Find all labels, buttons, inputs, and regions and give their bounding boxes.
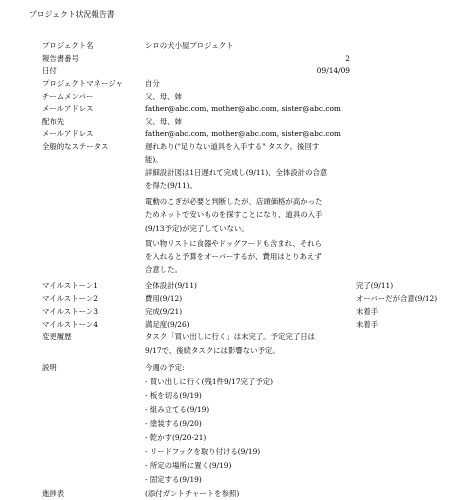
explanation-label: 説明 — [42, 363, 57, 372]
schedule-item: - 組み立てる(9/19) — [145, 405, 210, 414]
progress-value: (添付ガントチャートを参照) — [145, 489, 240, 498]
team-label: チームメンバー — [42, 92, 94, 101]
schedule-item: - 板を切る(9/19) — [145, 391, 202, 400]
progress-label: 進捗表 — [42, 489, 65, 498]
milestone-1-status: 完了(9/11) — [356, 281, 394, 290]
overall-status-line: ためネットで安いものを探すことになり、道具の入手 — [145, 210, 323, 219]
overall-status-label: 全般的なステータス — [42, 142, 109, 151]
date-value: 09/14/09 — [316, 66, 350, 75]
explanation-heading: 今週の予定: — [145, 363, 185, 372]
date-label: 日付 — [42, 66, 57, 75]
project-name-label: プロジェクト名 — [42, 41, 94, 50]
change-history-label: 変更履歴 — [42, 332, 72, 341]
milestone-2-label: マイルストーン2 — [42, 294, 98, 303]
report-no-label: 報告書番号 — [42, 54, 79, 63]
overall-status-line: 電動のこぎが必要と判断したが、店頭価格が高かった — [145, 197, 323, 206]
report-no-value: 2 — [345, 54, 350, 63]
distribution-label: 配布先 — [42, 117, 65, 126]
overall-status-line: (9/13予定)が完了していない。 — [145, 224, 249, 233]
email2-value: father@abc.com, mother@abc.com, sister@abc.com — [145, 129, 341, 138]
overall-status-line: 買い物リストに食器やドッグフードも含まれ、それら — [145, 239, 323, 248]
milestone-4-task: 満足度(9/26) — [145, 320, 190, 329]
team-value: 父、母、姉 — [145, 92, 182, 101]
schedule-item: - リードフックを取り付ける(9/19) — [145, 447, 261, 456]
schedule-item: - 塗装する(9/20) — [145, 419, 202, 428]
schedule-item: - 乾かす(9/20-21) — [145, 433, 207, 442]
milestone-3-label: マイルストーン3 — [42, 307, 98, 316]
milestone-1-label: マイルストーン1 — [42, 281, 98, 290]
overall-status-line: を入れると予算をオーバーするが、費用はとりあえず — [145, 252, 322, 261]
overall-status-line: を得た(9/11)。 — [145, 181, 197, 190]
project-name-value: シロの犬小屋プロジェクト — [145, 41, 234, 50]
overall-status-line: 詳細設計図は1日遅れて完成し(9/11)、全体設計の合意 — [145, 168, 328, 177]
change-history-line: 9/17で、後続タスクには影響ない予定。 — [145, 346, 280, 355]
email1-value: father@abc.com, mother@abc.com, sister@abc.com — [145, 104, 341, 113]
milestone-3-task: 完成(9/21) — [145, 307, 183, 316]
email1-label: メールアドレス — [42, 104, 94, 113]
overall-status-line: 能)。 — [145, 155, 163, 164]
schedule-item: - 所定の場所に置く(9/19) — [145, 461, 232, 470]
milestone-4-status: 未着手 — [356, 320, 379, 329]
milestone-3-status: 未着手 — [356, 307, 379, 316]
schedule-item: - 買い出しに行く(残1件9/17完了予定) — [145, 377, 273, 386]
manager-value: 自分 — [145, 79, 160, 88]
schedule-item: - 固定する(9/19) — [145, 475, 202, 484]
email2-label: メールアドレス — [42, 129, 94, 138]
milestone-2-status: オーバーだが合意(9/12) — [356, 294, 438, 303]
milestone-1-task: 全体設計(9/11) — [145, 281, 197, 290]
overall-status-line: 遅れあり("足りない道具を入手する" タスク。後回す — [145, 142, 320, 151]
manager-label: プロジェクトマネージャ — [42, 79, 123, 88]
report-title: プロジェクト状況報告書 — [29, 10, 115, 19]
distribution-value: 父、母、姉 — [145, 117, 182, 126]
milestone-2-task: 費用(9/12) — [145, 294, 183, 303]
overall-status-line: 合意した。 — [145, 265, 182, 274]
milestone-4-label: マイルストーン4 — [42, 320, 98, 329]
change-history-line: タスク「買い出しに行く」は未完了。予定完了日は — [145, 332, 315, 341]
